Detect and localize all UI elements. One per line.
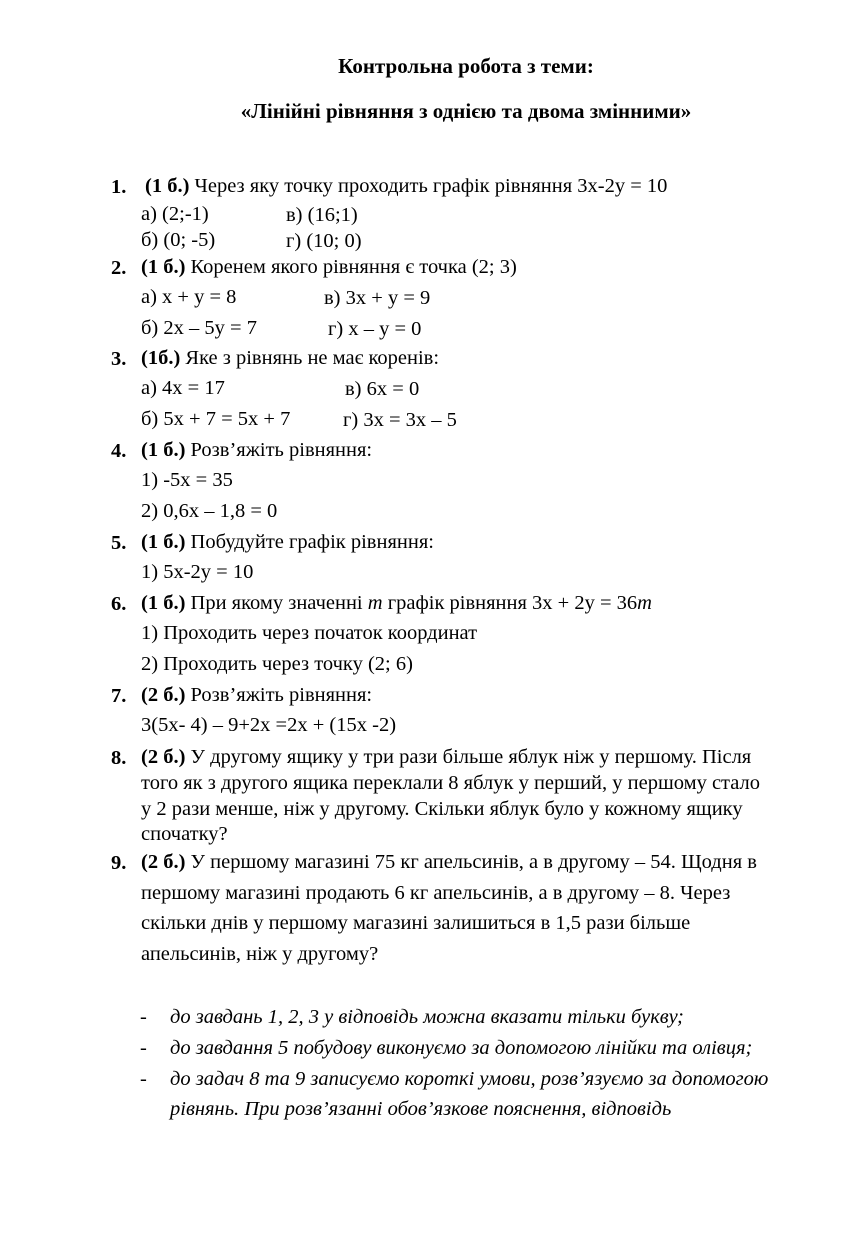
subitem: 1) Проходить через початок координат xyxy=(141,622,478,644)
task-number: 8. xyxy=(111,747,127,769)
note-line: до завдань 1, 2, 3 у відповідь можна вказати тільки букву; xyxy=(170,1006,684,1028)
note-line: до завдання 5 побудову виконуємо за допомогою лінійки та олівця; xyxy=(170,1037,753,1059)
task-number: 9. xyxy=(111,852,127,874)
task-text: апельсинів, ніж у другому? xyxy=(141,943,379,965)
option-a: а) 4х = 17 xyxy=(141,377,225,399)
subitem: 1) 5х-2у = 10 xyxy=(141,561,254,583)
option-g: г) х – у = 0 xyxy=(328,318,422,340)
option-v: в) 6х = 0 xyxy=(345,378,420,400)
task-points: (2 б.) xyxy=(141,684,186,706)
task-text: Яке з рівнянь не має коренів: xyxy=(180,347,440,369)
task-text: першому магазині продають 6 кг апельсинів, а в другому – 8. Через xyxy=(141,882,731,904)
note-bullet: - xyxy=(140,1037,147,1059)
task-text: у 2 рази менше, ніж у другому. Скільки яблук було у кожному ящику xyxy=(141,798,743,820)
option-a: а) х + у = 8 xyxy=(141,286,237,308)
task-text: графік рівняння 3х + 2у = 36 xyxy=(382,592,638,614)
task-points: (1 б.) xyxy=(141,592,186,614)
task-points: (2 б.) xyxy=(141,746,186,768)
task-text: Побудуйте графік рівняння: xyxy=(185,531,434,553)
task-statement xyxy=(145,176,667,197)
option-b: б) 2х – 5у = 7 xyxy=(141,317,257,339)
equation: 3(5х- 4) – 9+2х =2х + (15х -2) xyxy=(141,714,397,736)
task-statement xyxy=(141,852,757,873)
task-statement xyxy=(141,685,372,706)
task-number: 5. xyxy=(111,532,127,554)
task-points: (1 б.) xyxy=(145,175,190,197)
task-statement xyxy=(141,593,652,614)
task-text: При якому значенні xyxy=(185,592,368,614)
task-statement xyxy=(141,257,517,278)
task-text: спочатку? xyxy=(141,823,228,845)
task-points: (1 б.) xyxy=(141,439,186,461)
note-bullet: - xyxy=(140,1006,147,1028)
page-title: Контрольна робота з теми: xyxy=(338,54,594,78)
note-bullet: - xyxy=(140,1068,147,1090)
task-statement xyxy=(141,747,751,768)
subitem: 2) Проходить через точку (2; 6) xyxy=(141,653,413,675)
subitem: 1) -5х = 35 xyxy=(141,469,233,491)
task-statement xyxy=(141,348,439,369)
page-subtitle: «Лінійні рівняння з однією та двома змінними» xyxy=(240,99,692,123)
task-text: скільки днів у першому магазині залишиться в 1,5 рази більше xyxy=(141,912,691,934)
variable-m: m xyxy=(637,592,652,614)
task-number: 1. xyxy=(111,176,127,198)
option-v: в) (16;1) xyxy=(286,204,358,226)
task-statement xyxy=(141,532,434,553)
option-g: г) 3х = 3х – 5 xyxy=(343,409,457,431)
task-statement xyxy=(141,440,372,461)
task-points: (1 б.) xyxy=(141,256,186,278)
task-text: У другому ящику у три рази більше яблук ніж у першому. Після xyxy=(185,746,752,768)
task-number: 7. xyxy=(111,685,127,707)
option-g: г) (10; 0) xyxy=(286,230,362,252)
option-b: б) (0; -5) xyxy=(141,229,216,251)
task-text: Коренем якого рівняння є точка (2; 3) xyxy=(185,256,517,278)
task-number: 4. xyxy=(111,440,127,462)
task-text: Розв’яжіть рівняння: xyxy=(185,439,373,461)
subitem: 2) 0,6х – 1,8 = 0 xyxy=(141,500,278,522)
task-text: Розв’яжіть рівняння: xyxy=(185,684,373,706)
task-points: (1б.) xyxy=(141,347,181,369)
task-text: Через яку точку проходить графік рівняння 3х-2у = 10 xyxy=(189,175,668,197)
option-b: б) 5х + 7 = 5х + 7 xyxy=(141,408,291,430)
task-number: 2. xyxy=(111,257,127,279)
option-a: а) (2;-1) xyxy=(141,203,209,225)
task-text: У першому магазині 75 кг апельсинів, а в другому – 54. Щодня в xyxy=(185,851,757,873)
task-points: (2 б.) xyxy=(141,851,186,873)
task-number: 3. xyxy=(111,348,127,370)
task-number: 6. xyxy=(111,593,127,615)
note-line: рівнянь. При розв’язанні обов’язкове пояснення, відповідь xyxy=(170,1098,672,1120)
note-line: до задач 8 та 9 записуємо короткі умови, розв’язуємо за допомогою xyxy=(170,1068,769,1090)
variable-m: m xyxy=(367,592,383,614)
task-text: того як з другого ящика переклали 8 яблук у перший, у першому стало xyxy=(141,772,761,794)
task-points: (1 б.) xyxy=(141,531,186,553)
option-v: в) 3х + у = 9 xyxy=(324,287,431,309)
